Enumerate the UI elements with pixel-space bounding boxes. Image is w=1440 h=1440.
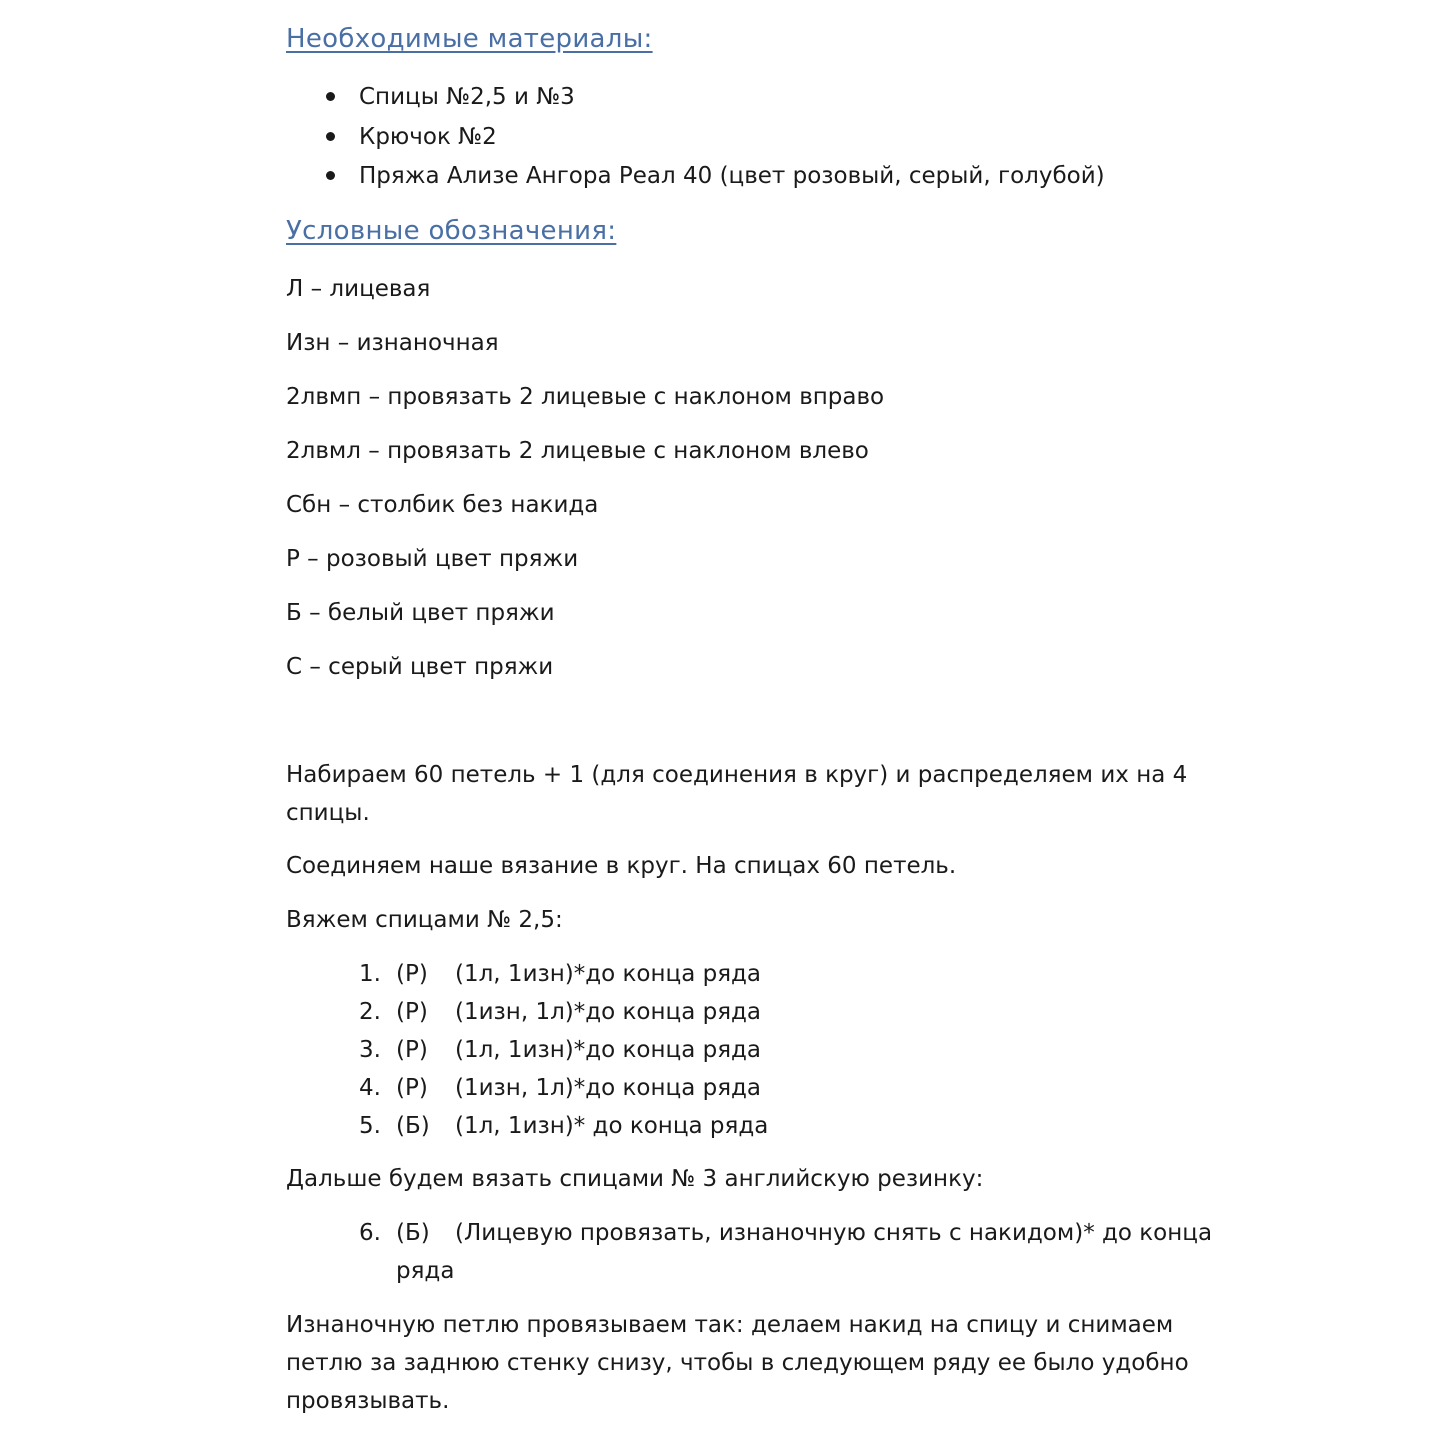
material-item: Пряжа Ализе Ангора Реал 40 (цвет розовый, серый, голубой) <box>359 163 1105 189</box>
row-color: (Р) <box>396 1037 428 1063</box>
join-paragraph: Соединяем наше вязание в круг. На спицах 60 петель. <box>286 853 957 879</box>
row-instruction: (1изн, 1л)*до конца ряда <box>455 1075 762 1101</box>
list-item <box>286 157 1216 195</box>
list-item <box>286 78 1216 116</box>
row-color: (Б) <box>396 1113 430 1139</box>
row-number: 6. <box>359 1220 381 1246</box>
legend-entry: Изн – изнаночная <box>286 330 499 356</box>
legend-entry: С – серый цвет пряжи <box>286 654 554 680</box>
row-color: (Б) <box>396 1220 430 1246</box>
legend-entry: Сбн – столбик без накида <box>286 492 599 518</box>
row-number: 3. <box>359 1037 381 1063</box>
list-item <box>286 1214 1216 1290</box>
row-number: 1. <box>359 961 381 987</box>
row-instruction: (Лицевую провязать, изнаночную снять с накидом)* до конца <box>455 1220 1213 1246</box>
bullet-icon <box>326 92 335 101</box>
list-item <box>286 1107 1216 1145</box>
row-instruction: (1л, 1изн)* до конца ряда <box>455 1113 769 1139</box>
list-item <box>286 118 1216 156</box>
list-item <box>286 993 1216 1031</box>
list-item <box>286 955 1216 993</box>
row-instruction-continuation: ряда <box>396 1258 455 1284</box>
list-item <box>286 1069 1216 1107</box>
row-color: (Р) <box>396 961 428 987</box>
materials-heading: Необходимые материалы: <box>286 24 653 54</box>
rib-intro: Дальше будем вязать спицами № 3 английскую резинку: <box>286 1166 984 1192</box>
cast-on-paragraph: Набираем 60 петель + 1 (для соединения в круг) и распределяем их на 4 спицы. <box>286 762 1188 826</box>
legend-entry: Л – лицевая <box>286 276 431 302</box>
bullet-icon <box>326 171 335 180</box>
row-number: 4. <box>359 1075 381 1101</box>
legend-heading: Условные обозначения: <box>286 216 617 246</box>
row-number: 5. <box>359 1113 381 1139</box>
needles-intro: Вяжем спицами № 2,5: <box>286 907 563 933</box>
legend-entry: Р – розовый цвет пряжи <box>286 546 579 572</box>
row-instruction: (1изн, 1л)*до конца ряда <box>455 999 762 1025</box>
row-instruction: (1л, 1изн)*до конца ряда <box>455 961 762 987</box>
row-number: 2. <box>359 999 381 1025</box>
purl-note-paragraph: Изнаночную петлю провязываем так: делаем накид на спицу и снимаем петлю за заднюю стенку снизу, чтобы в следующем ряду ее было удобно провязывать. <box>286 1312 1189 1414</box>
list-item <box>286 1031 1216 1069</box>
bullet-icon <box>326 132 335 141</box>
legend-entry: 2лвмп – провязать 2 лицевые с наклоном вправо <box>286 384 885 410</box>
row-color: (Р) <box>396 999 428 1025</box>
material-item: Крючок №2 <box>359 124 497 150</box>
row-instruction: (1л, 1изн)*до конца ряда <box>455 1037 762 1063</box>
row-color: (Р) <box>396 1075 428 1101</box>
legend-entry: Б – белый цвет пряжи <box>286 600 555 626</box>
legend-entry: 2лвмл – провязать 2 лицевые с наклоном влево <box>286 438 869 464</box>
material-item: Спицы №2,5 и №3 <box>359 84 575 110</box>
